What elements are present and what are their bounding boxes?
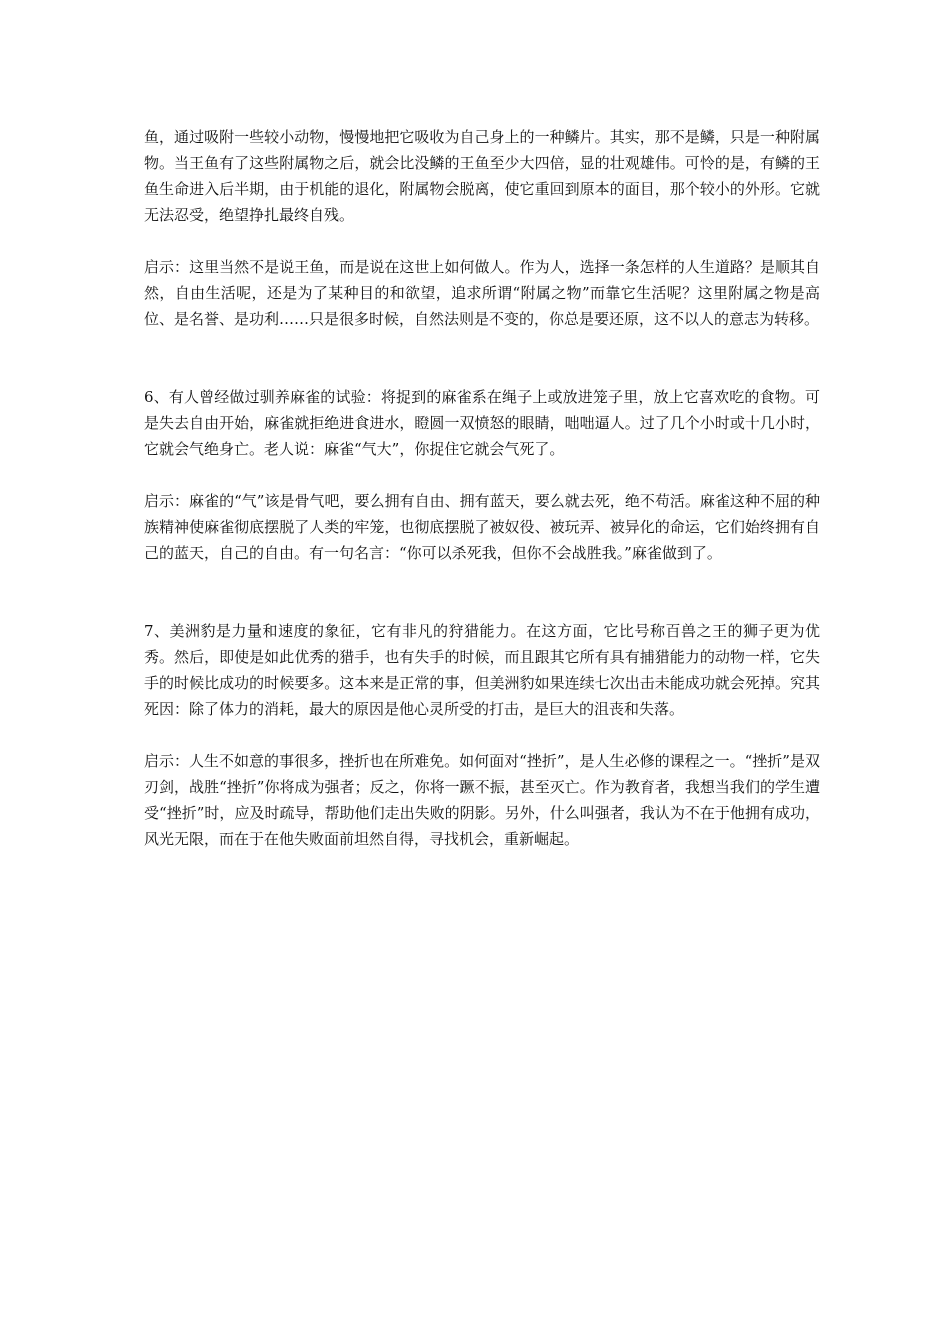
section-spacer: [144, 332, 820, 384]
paragraph-sparrow-story: 6、有人曾经做过驯养麻雀的试验：将捉到的麻雀系在绳子上或放进笼子里，放上它喜欢吃的食物。可是失去自由开始，麻雀就拒绝进食进水，瞪圆一双愤怒的眼睛，咄咄逼人。过了几个小时或十几小时，它就会气绝身亡。老人说：麻雀“气大”，你捉住它就会气死了。: [144, 388, 820, 458]
paragraph-spacer: [144, 722, 820, 748]
section-spacer: [144, 566, 820, 618]
paragraph-wangyu-story: 鱼，通过吸附一些较小动物，慢慢地把它吸收为自己身上的一种鳞片。其实，那不是鳞，只是一种附属物。当王鱼有了这些附属物之后，就会比没鳞的王鱼至少大四倍，显的壮观雄伟。可怜的是，有鳞的王鱼生命进入后半期，由于机能的退化，附属物会脱离，使它重回到原本的面目，那个较小的外形。它就无法忍受，绝望挣扎最终自残。: [144, 128, 820, 224]
document-page: [144, 124, 820, 852]
paragraph-jaguar-lesson: 启示：人生不如意的事很多，挫折也在所难免。如何面对“挫折”，是人生必修的课程之一。“挫折”是双刃剑，战胜“挫折”你将成为强者；反之，你将一蹶不振，甚至灭亡。作为教育者，我想当我们的学生遭受“挫折”时，应及时疏导，帮助他们走出失败的阴影。另外，什么叫强者，我认为不在于他拥有成功，风光无限，而在于在他失败面前坦然自得，寻找机会，重新崛起。: [144, 752, 820, 848]
paragraph-sparrow-lesson: 启示：麻雀的“气”该是骨气吧，要么拥有自由、拥有蓝天，要么就去死，绝不苟活。麻雀这种不屈的种族精神使麻雀彻底摆脱了人类的牢笼，也彻底摆脱了被奴役、被玩弄、被异化的命运，它们始终拥有自己的蓝天，自己的自由。有一句名言：“你可以杀死我，但你不会战胜我。”麻雀做到了。: [144, 492, 820, 562]
paragraph-spacer: [144, 462, 820, 488]
paragraph-spacer: [144, 228, 820, 254]
paragraph-jaguar-story: 7、美洲豹是力量和速度的象征，它有非凡的狩猎能力。在这方面，它比号称百兽之王的狮子更为优秀。然后，即使是如此优秀的猎手，也有失手的时候，而且跟其它所有具有捕猎能力的动物一样，它失手的时候比成功的时候要多。这本来是正常的事，但美洲豹如果连续七次出击未能成功就会死掉。究其死因：除了体力的消耗，最大的原因是他心灵所受的打击，是巨大的沮丧和失落。: [144, 622, 820, 718]
paragraph-wangyu-lesson: 启示：这里当然不是说王鱼，而是说在这世上如何做人。作为人，选择一条怎样的人生道路？是顺其自然，自由生活呢，还是为了某种目的和欲望，追求所谓“附属之物”而靠它生活呢？这里附属之物是高位、是名誉、是功利……只是很多时候，自然法则是不变的，你总是要还原，这不以人的意志为转移。: [144, 258, 820, 328]
